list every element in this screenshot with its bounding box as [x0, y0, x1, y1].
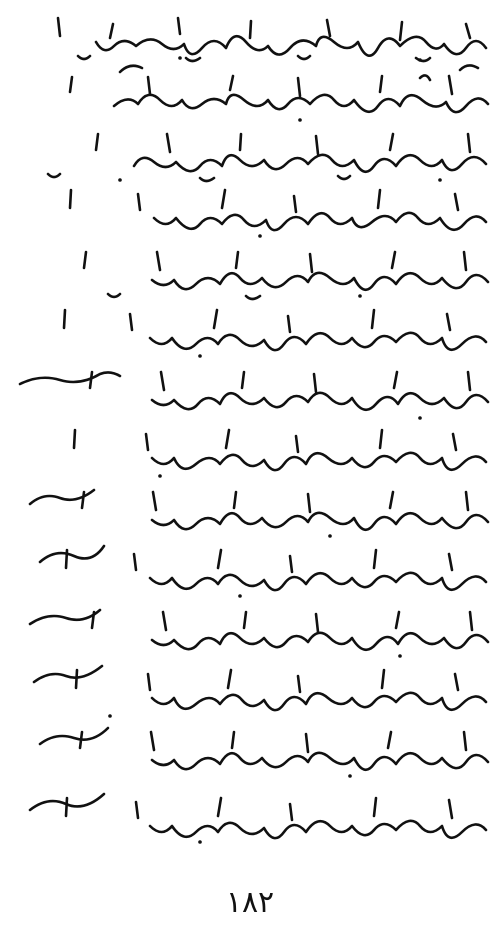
- page-number: ١٨٢: [225, 885, 275, 920]
